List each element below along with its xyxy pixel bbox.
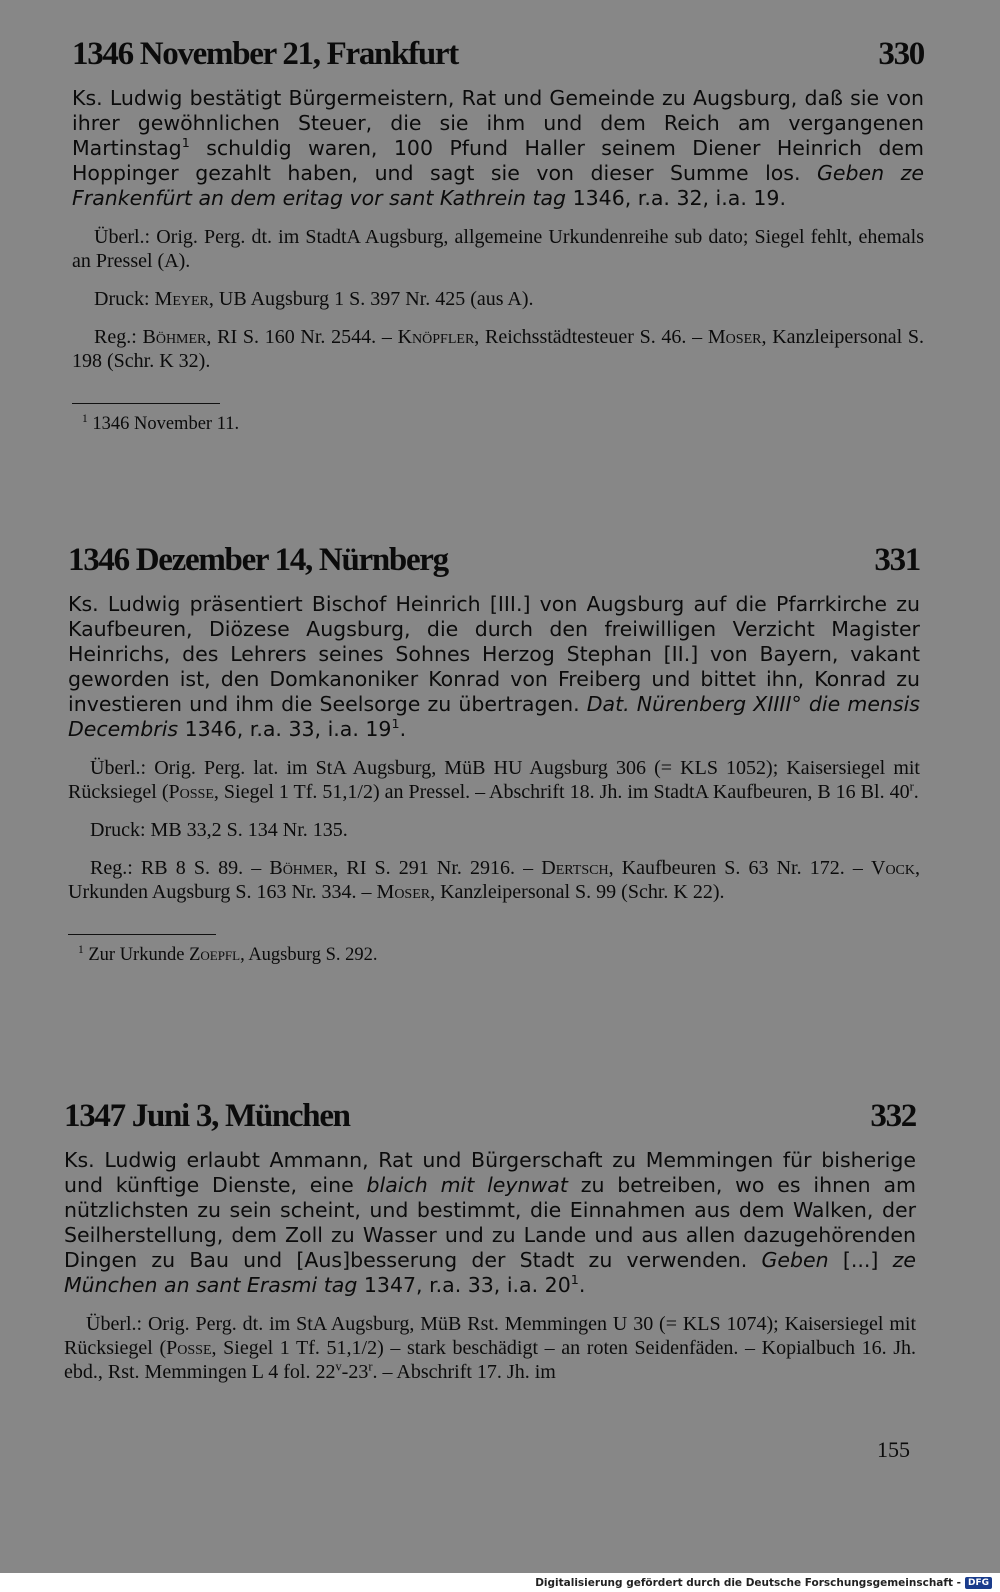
footnote-rule bbox=[68, 934, 216, 935]
entry-date-place: 1347 Juni 3, München bbox=[64, 1098, 350, 1134]
footnote: $^1$ Zur Urkunde Zoepfl, Augsburg S. 292. bbox=[78, 943, 378, 965]
print-note: Druck: Meyer, UB Augsburg 1 S. 397 Nr. 425 (aus A). bbox=[94, 288, 534, 310]
entry-number: 331 bbox=[874, 542, 920, 578]
tradition-note: Überl.: Orig. Perg. lat. im StA Augsburg, MüB HU Augsburg 306 (= KLS 1052); Kaisersiegel mit Rücksiegel (Posse, Siegel 1 Tf. 51,1/2) an Pressel. – Abschrift 18. Jh. im StadtA Kaufbeuren, B 16 Bl. 40$^r$. bbox=[68, 757, 920, 803]
entry-heading bbox=[68, 540, 920, 580]
footer-credit: Digitalisierung gefördert durch die Deutsche Forschungsgemeinschaft - bbox=[535, 1576, 961, 1589]
entry-summary: Ks. Ludwig präsentiert Bischof Heinrich [III.] von Augsburg auf die Pfarrkirche zu Kaufbeuren, Diözese Augsburg, die durch den freiwilligen Verzicht Magister Heinrichs, des Lehrers seines Sohnes Herzog Stephan [II.] von Bayern, vakant geworden ist, den Domkanoniker Konrad von Freiberg und bittet ihn, Konrad zu investieren und ihm die Seelsorge zu übertragen. Dat. Nürenberg XIIII° die mensis Decembris 1346, r.a. 33, i.a. $19^1$. bbox=[68, 592, 920, 741]
entry-heading bbox=[72, 34, 924, 74]
entry-330 bbox=[72, 34, 924, 435]
entry-heading bbox=[64, 1096, 916, 1136]
page-number: 155 bbox=[877, 1437, 910, 1462]
tradition-note: Überl.: Orig. Perg. dt. im StadtA Augsburg, allgemeine Urkundenreihe sub dato; Siegel fehlt, ehemals an Pressel (A). bbox=[72, 226, 924, 272]
footnote-rule bbox=[72, 403, 220, 404]
footnote: $^1$ 1346 November 11. bbox=[82, 412, 240, 434]
dfg-logo-icon: DFG bbox=[965, 1577, 992, 1589]
regesta-note: Reg.: Böhmer, RI S. 160 Nr. 2544. – Knöpfler, Reichsstädtesteuer S. 46. – Moser, Kanzleipersonal S. 198 (Schr. K 32). bbox=[72, 326, 924, 372]
entry-number: 330 bbox=[878, 36, 924, 72]
tradition-note: Überl.: Orig. Perg. dt. im StA Augsburg, MüB Rst. Memmingen U 30 (= KLS 1074); Kaisersiegel mit Rücksiegel (Posse, Siegel 1 Tf. 51,1/2) – stark beschädigt – an roten Seidenfäden. – Kopialbuch 16. Jh. ebd., Rst. Memmingen L 4 fol. 22$^v$-23$^r$. – Abschrift 17. Jh. im bbox=[64, 1313, 916, 1383]
entry-number: 332 bbox=[870, 1098, 916, 1134]
entry-332 bbox=[64, 1096, 916, 1384]
digitization-footer bbox=[0, 1573, 1000, 1592]
entry-date-place: 1346 November 21, Frankfurt bbox=[72, 36, 458, 72]
entry-331 bbox=[68, 540, 920, 966]
regesta-note: Reg.: RB 8 S. 89. – Böhmer, RI S. 291 Nr. 2916. – Dertsch, Kaufbeuren S. 63 Nr. 172. – Vock, Urkunden Augsburg S. 163 Nr. 334. – Moser, Kanzleipersonal S. 99 (Schr. K 22). bbox=[68, 857, 921, 903]
entry-date-place: 1346 Dezember 14, Nürnberg bbox=[68, 542, 448, 578]
print-note: Druck: MB 33,2 S. 134 Nr. 135. bbox=[90, 819, 348, 841]
entry-summary: Ks. Ludwig erlaubt Ammann, Rat und Bürgerschaft zu Memmingen für bisherige und künftige Dienste, eine blaich mit leynwat zu betreiben, wo es ihnen am nützlichsten zu sein scheint, und bestimmt, die Einnahmen aus dem Walken, der Seilherstellung, dem Zoll zu Wasser und zu Lande und aus allen dazugehörenden Dingen zu Bau und [Aus]besserung der Stadt zu verwenden. Geben [...] ze München an sant Erasmi tag 1347, r.a. 33, i.a. $20^1$. bbox=[64, 1148, 917, 1297]
entry-summary: Ks. Ludwig bestätigt Bürgermeistern, Rat und Gemeinde zu Augsburg, daß sie von ihrer gewöhnlichen Steuer, die sie ihm und dem Reich am vergangenen Martinstag$^1$ schuldig waren, 100 Pfund Haller seinem Diener Heinrich dem Hoppinger gezahlt haben, und sagt sie von dieser Summe los. Geben ze Frankenfürt an dem eritag vor sant Kathrein tag 1346, r.a. 32, i.a. 19. bbox=[72, 86, 924, 210]
